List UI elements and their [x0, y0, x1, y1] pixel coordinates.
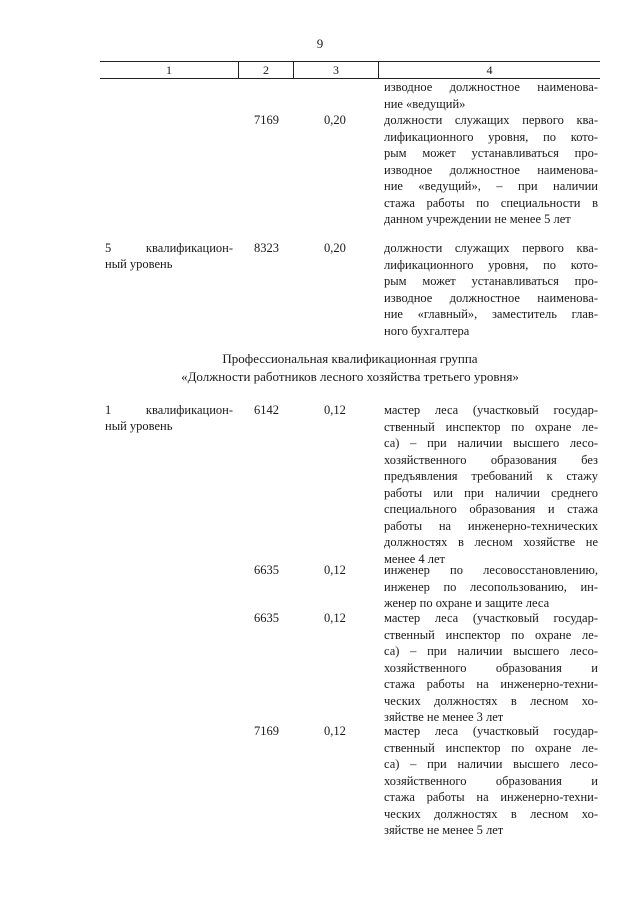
description-line: стажа работы по специальности в — [384, 195, 598, 210]
code-cell: 6142 — [254, 403, 279, 417]
group-title-line: Профессиональная квалификационная группа — [222, 351, 478, 366]
code-cell: 7169 — [254, 113, 279, 127]
description-line: стажа работы на инженерно-техни- — [384, 790, 598, 804]
description-line: ние «главный», заместитель глав- — [384, 307, 598, 321]
group-title — [100, 350, 600, 386]
description-line: должности служащих первого ква- — [384, 241, 598, 255]
description-line: са) – при наличии высшего лесо- — [384, 644, 598, 658]
level-line: ный уровень — [105, 419, 173, 433]
code-cell: 7169 — [254, 724, 279, 738]
description-cell — [384, 402, 598, 567]
level-line: ный уровень — [105, 257, 173, 271]
description-line: мастер леса (участковый государ- — [384, 611, 598, 625]
description-line: лификационного уровня, по кото- — [384, 257, 598, 272]
description-line: изводное должностное наименова- — [384, 290, 598, 305]
description-line: работы или при наличии среднего — [384, 485, 598, 500]
header-col-2: 2 — [263, 63, 269, 77]
description-line: менее 4 лет — [384, 551, 445, 566]
level-line: 5 квалификацион- — [105, 241, 233, 255]
group-title-line: «Должности работников лесного хозяйства третьего уровня» — [181, 369, 519, 384]
coefficient-cell: 0,20 — [324, 241, 346, 255]
description-line: предъявления требований к стажу — [384, 469, 598, 483]
description-line: должности служащих первого ква- — [384, 113, 598, 127]
description-line: должностях в лесном хозяйстве не — [384, 535, 598, 549]
description-line: мастер леса (участковый государ- — [384, 724, 598, 738]
description-line: изводное должностное наименова- — [384, 162, 598, 177]
description-cell — [384, 112, 598, 228]
description-line: работы на инженерно-технических — [384, 518, 598, 533]
description-line: данном учреждении не менее 5 лет — [384, 212, 571, 226]
header-col-1: 1 — [166, 63, 172, 77]
description-line: инженер по лесопользованию, ин- — [384, 579, 598, 594]
description-line: рым может устанавливаться про- — [384, 274, 598, 288]
table-header — [100, 61, 600, 79]
description-line: рым может устанавливаться про- — [384, 146, 598, 160]
description-cell — [384, 610, 598, 726]
description-line: ственный инспектор по охране ле- — [384, 740, 598, 755]
code-cell: 6635 — [254, 563, 279, 577]
coefficient-cell: 0,12 — [324, 563, 346, 577]
description-line: инженер по лесовосстановлению, — [384, 563, 598, 577]
description-line: ние «ведущий» — [384, 96, 466, 111]
description-line: ственный инспектор по охране ле- — [384, 627, 598, 642]
description-line: ческих должностях в лесном хо- — [384, 693, 598, 708]
description-line: ческих должностях в лесном хо- — [384, 806, 598, 821]
description-line: са) – при наличии высшего лесо- — [384, 436, 598, 450]
description-line: зяйстве не менее 5 лет — [384, 823, 504, 837]
coefficient-cell: 0,12 — [324, 611, 346, 625]
coefficient-cell: 0,12 — [324, 403, 346, 417]
page-number: 9 — [316, 36, 324, 51]
header-col-3: 3 — [333, 63, 339, 77]
description-line: мастер леса (участковый государ- — [384, 403, 598, 417]
description-cell — [384, 723, 598, 839]
description-line: стажа работы на инженерно-техни- — [384, 677, 598, 691]
qualification-level-cell — [105, 402, 233, 434]
level-line: 1 квалификацион- — [105, 403, 233, 417]
description-line: зяйстве не менее 3 лет — [384, 710, 504, 724]
code-cell: 6635 — [254, 611, 279, 625]
description-continued — [384, 79, 598, 112]
description-line: ного бухгалтера — [384, 323, 470, 338]
description-line: хозяйственного образования и — [384, 660, 598, 675]
description-cell — [384, 562, 598, 612]
description-line: специального образования и стажа — [384, 502, 598, 516]
code-cell: 8323 — [254, 241, 279, 255]
description-line: женер по охране и защите леса — [384, 596, 550, 610]
description-line: ние «ведущий», – при наличии — [384, 179, 598, 193]
header-col-4: 4 — [486, 63, 493, 77]
coefficient-cell: 0,12 — [324, 724, 346, 738]
description-line: изводное должностное наименова- — [384, 80, 598, 94]
description-cell — [384, 240, 598, 339]
description-line: ственный инспектор по охране ле- — [384, 419, 598, 434]
description-line: лификационного уровня, по кото- — [384, 129, 598, 144]
qualification-level-cell — [105, 240, 233, 272]
description-line: хозяйственного образования и — [384, 773, 598, 788]
description-line: са) – при наличии высшего лесо- — [384, 757, 598, 771]
coefficient-cell: 0,20 — [324, 113, 346, 127]
description-line: хозяйственного образования без — [384, 452, 598, 467]
